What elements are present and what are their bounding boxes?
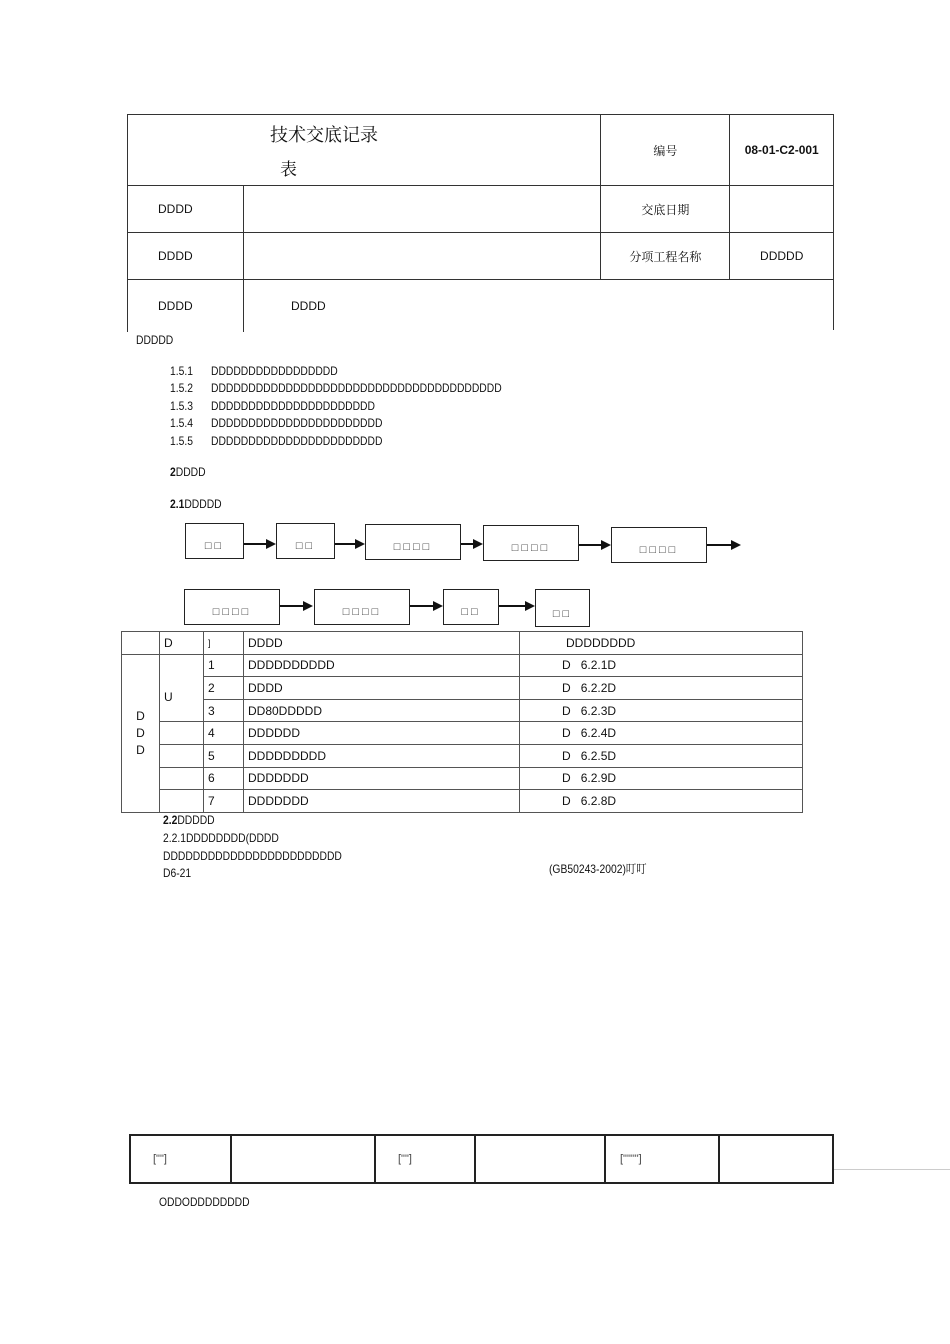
table-row bbox=[122, 722, 803, 745]
row-item: DDDDDDDDD bbox=[244, 744, 520, 767]
after-line3: D6-21 bbox=[163, 866, 192, 880]
row3-label: DDDD bbox=[128, 233, 244, 280]
item-num-2: 1.5.2 bbox=[170, 381, 193, 395]
table-row bbox=[122, 744, 803, 767]
row-ref bbox=[520, 790, 803, 813]
group-label-3: D bbox=[136, 742, 145, 757]
blank-cell bbox=[160, 722, 204, 745]
divider-line bbox=[834, 1169, 950, 1170]
number-value: 08-01-C2-001 bbox=[730, 115, 834, 186]
item-num-4: 1.5.4 bbox=[170, 416, 193, 430]
row-ref bbox=[520, 744, 803, 767]
table-row bbox=[122, 699, 803, 722]
group-label-2: D bbox=[136, 725, 145, 740]
flow-box-5-label: □□□□ bbox=[639, 544, 679, 556]
item-num-3: 1.5.3 bbox=[170, 399, 193, 413]
row2-value bbox=[244, 186, 601, 233]
sign-label-3: [""""] bbox=[605, 1135, 719, 1183]
row-ref-value: 6.2.2D bbox=[580, 680, 617, 695]
flow-box-9 bbox=[535, 589, 590, 627]
row3-value bbox=[244, 233, 601, 280]
number-label: 编号 bbox=[601, 115, 730, 186]
row-ref-value: 6.2.5D bbox=[580, 748, 617, 763]
group-label-1: D bbox=[136, 708, 145, 723]
item-text-1: DDDDDDDDDDDDDDDDD bbox=[211, 364, 338, 378]
flow-box-2 bbox=[276, 523, 335, 559]
inspection-table bbox=[121, 631, 803, 813]
item-text-5: DDDDDDDDDDDDDDDDDDDDDDD bbox=[211, 434, 383, 448]
after-line1: 2.2.1DDDDDDDD(DDDD bbox=[163, 831, 279, 845]
row-item: DDDDDDD bbox=[244, 767, 520, 790]
flow-arrow-1 bbox=[244, 543, 274, 545]
section21-text: DDDDD bbox=[184, 497, 222, 511]
after-line2: DDDDDDDDDDDDDDDDDDDDDDDD bbox=[163, 849, 342, 863]
row-ref bbox=[520, 699, 803, 722]
title-line1: 技术交底记录 bbox=[270, 125, 378, 145]
row-no: 6 bbox=[204, 767, 244, 790]
flow-box-4 bbox=[483, 525, 579, 561]
section21-heading bbox=[170, 497, 222, 511]
date-label: 交底日期 bbox=[601, 186, 730, 233]
flow-arrow-5 bbox=[707, 544, 739, 546]
sign-value-2 bbox=[475, 1135, 605, 1183]
title-cell bbox=[128, 115, 601, 186]
flow-arrow-7 bbox=[410, 605, 441, 607]
section22-heading bbox=[163, 813, 215, 827]
signature-table bbox=[129, 1134, 834, 1184]
row-ref bbox=[520, 677, 803, 700]
flow-arrow-2 bbox=[335, 543, 363, 545]
table-header-blank bbox=[122, 632, 160, 655]
item-num-1: 1.5.1 bbox=[170, 364, 193, 378]
row-no: 1 bbox=[204, 654, 244, 677]
blank-cell bbox=[160, 790, 204, 813]
row-ref bbox=[520, 722, 803, 745]
sign-value-1 bbox=[231, 1135, 375, 1183]
table-header-c4: DDDDDDDD bbox=[520, 632, 803, 655]
flow-box-7-label: □□□□ bbox=[342, 606, 382, 618]
table-row bbox=[122, 677, 803, 700]
item-text-3: DDDDDDDDDDDDDDDDDDDDDD bbox=[211, 399, 375, 413]
table-row bbox=[122, 654, 803, 677]
table-row bbox=[122, 790, 803, 813]
flow-arrow-4 bbox=[579, 544, 609, 546]
row2-label: DDDD bbox=[128, 186, 244, 233]
row-ref-prefix: D bbox=[562, 771, 571, 786]
item-text-2: DDDDDDDDDDDDDDDDDDDDDDDDDDDDDDDDDDDDDDD bbox=[211, 381, 502, 395]
row4-label: DDDD bbox=[128, 280, 244, 332]
flow-arrow-6 bbox=[280, 605, 311, 607]
flow-box-8-label: □□ bbox=[461, 606, 481, 618]
table-header-c1: D bbox=[160, 632, 204, 655]
blank-cell bbox=[160, 767, 204, 790]
row-ref-prefix: D bbox=[562, 793, 571, 808]
section22-num: 2.2 bbox=[163, 813, 178, 827]
table-header-c2: ] bbox=[204, 632, 244, 655]
row-ref-prefix: D bbox=[562, 748, 571, 763]
flow-box-7 bbox=[314, 589, 410, 625]
flow-box-5 bbox=[611, 527, 707, 563]
flow-box-8 bbox=[443, 589, 499, 625]
section22-text: DDDDD bbox=[177, 813, 215, 827]
item-num-5: 1.5.5 bbox=[170, 434, 193, 448]
flow-box-6 bbox=[184, 589, 280, 625]
row-ref-prefix: D bbox=[562, 726, 571, 741]
item-text-4: DDDDDDDDDDDDDDDDDDDDDDD bbox=[211, 416, 383, 430]
u-label-cell bbox=[160, 690, 204, 722]
row-no: 4 bbox=[204, 722, 244, 745]
row-ref-value: 6.2.9D bbox=[580, 771, 617, 786]
section21-num: 2.1 bbox=[170, 497, 185, 511]
after-line3-right: (GB50243-2002)叮叮 bbox=[549, 862, 647, 876]
u-label: U bbox=[164, 690, 173, 705]
subproject-label: 分项工程名称 bbox=[601, 233, 730, 280]
row-item: DDDD bbox=[244, 677, 520, 700]
row-ref bbox=[520, 767, 803, 790]
flow-box-1-label: □□ bbox=[204, 540, 225, 552]
row-ref-value: 6.2.1D bbox=[580, 658, 617, 673]
row-item: DDDDDDDDDD bbox=[244, 654, 520, 677]
sign-value-3 bbox=[719, 1135, 833, 1183]
flow-box-3 bbox=[365, 524, 461, 560]
flow-box-1 bbox=[185, 523, 244, 559]
row-no: 5 bbox=[204, 744, 244, 767]
flow-box-3-label: □□□□ bbox=[393, 541, 433, 553]
sign-label-2: [""] bbox=[375, 1135, 475, 1183]
row-ref-value: 6.2.8D bbox=[580, 793, 617, 808]
section-label: DDDDD bbox=[136, 333, 174, 347]
header-table bbox=[127, 114, 834, 332]
row-item: DDDDDD bbox=[244, 722, 520, 745]
row-no: 7 bbox=[204, 790, 244, 813]
title-line2: 表 bbox=[280, 160, 297, 179]
subproject-value: DDDDD bbox=[730, 233, 834, 280]
row-item: DD80DDDDD bbox=[244, 699, 520, 722]
sign-label-1: [""] bbox=[130, 1135, 231, 1183]
flow-box-4-label: □□□□ bbox=[511, 542, 551, 554]
row-ref-prefix: D bbox=[562, 658, 571, 673]
blank-cell bbox=[160, 654, 204, 677]
row-no: 2 bbox=[204, 677, 244, 700]
flow-box-6-label: □□□□ bbox=[212, 606, 252, 618]
row-ref-value: 6.2.3D bbox=[580, 703, 617, 718]
section2-num: 2 bbox=[170, 465, 176, 479]
section2-heading bbox=[170, 465, 206, 479]
flow-box-2-label: □□ bbox=[295, 540, 316, 552]
row-ref-prefix: D bbox=[562, 680, 571, 695]
row-item: DDDDDDD bbox=[244, 790, 520, 813]
group-label-cell bbox=[122, 654, 160, 812]
row4-value: DDDD bbox=[244, 280, 834, 332]
flow-arrow-8 bbox=[499, 605, 533, 607]
header-right-border bbox=[833, 280, 834, 330]
footer-text: ODDODDDDDDDD bbox=[159, 1195, 250, 1209]
row-ref bbox=[520, 654, 803, 677]
flow-arrow-3 bbox=[461, 543, 481, 545]
table-row bbox=[122, 767, 803, 790]
blank-cell bbox=[160, 744, 204, 767]
table-header-c3: DDDD bbox=[244, 632, 520, 655]
row-no: 3 bbox=[204, 699, 244, 722]
flow-box-9-label: □□ bbox=[552, 608, 573, 620]
row-ref-value: 6.2.4D bbox=[580, 726, 617, 741]
date-value bbox=[730, 186, 834, 233]
row-ref-prefix: D bbox=[562, 703, 571, 718]
section2-text: DDDD bbox=[175, 465, 206, 479]
